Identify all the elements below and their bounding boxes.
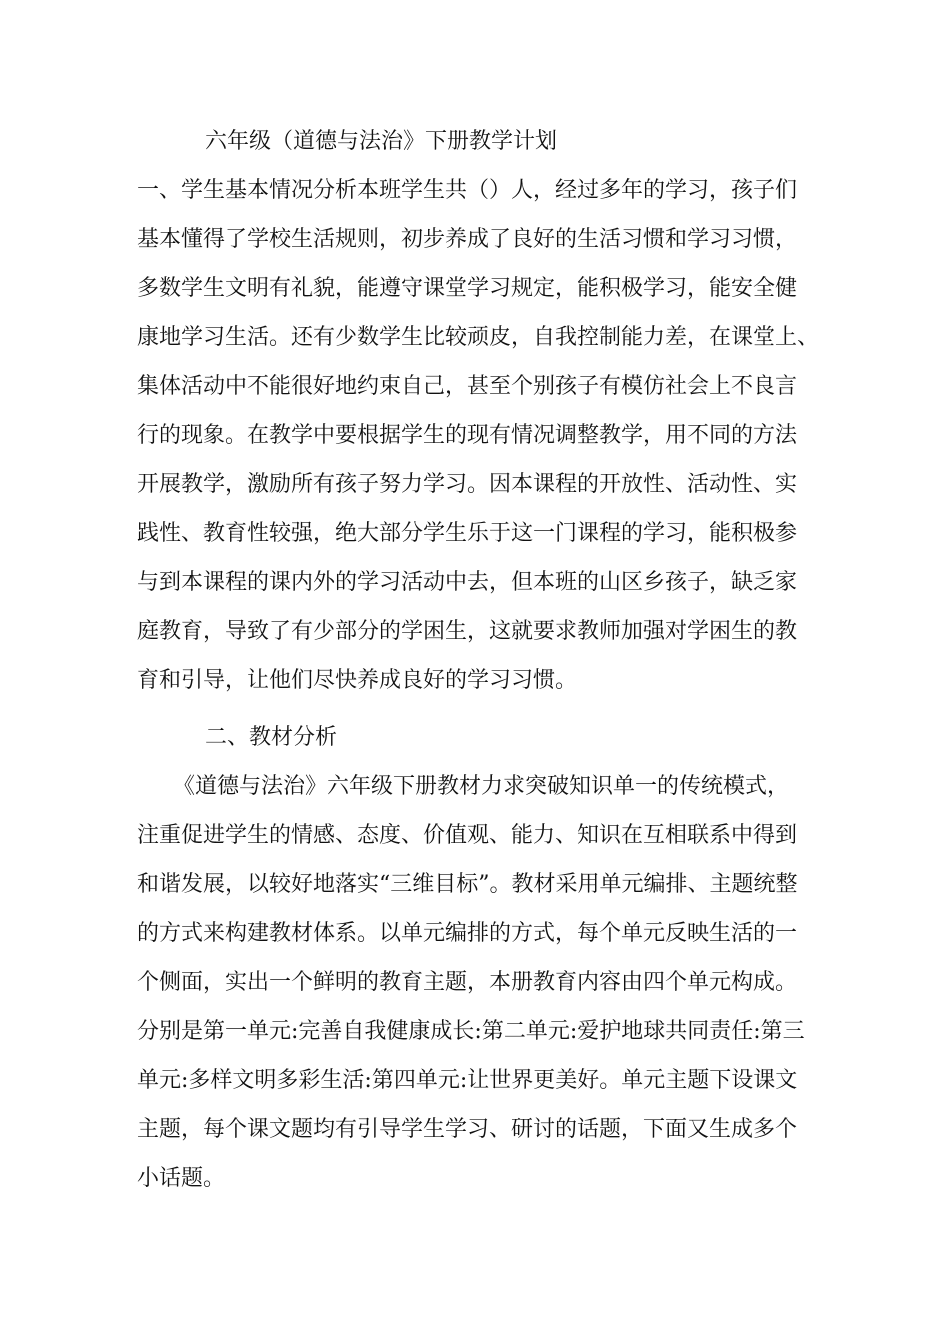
section-2-heading: 二、教材分析 [205, 725, 338, 750]
section-1-line: 一、学生基本情况分析本班学生共（）人，经过多年的学习，孩子们 [137, 178, 798, 203]
section-2-line: 的方式来构建教材体系。以单元编排的方式，每个单元反映生活的一 [137, 921, 798, 946]
section-1-line: 多数学生文明有礼貌，能遵守课堂学习规定，能积极学习，能安全健 [137, 276, 798, 301]
section-2-line: 主题，每个课文题均有引导学生学习、研讨的话题，下面又生成多个 [137, 1117, 798, 1142]
section-1-line: 庭教育，导致了有少部分的学困生，这就要求教师加强对学困生的教 [137, 619, 798, 644]
section-2-line: 个侧面，实出一个鲜明的教育主题，本册教育内容由四个单元构成。 [137, 970, 798, 995]
document-title: 六年级（道德与法治》下册教学计划 [205, 129, 558, 154]
section-2-line: 和谐发展，以较好地落实“三维目标”。教材采用单元编排、主题统整 [137, 872, 798, 897]
section-1-line: 基本懂得了学校生活规则，初步养成了良好的生活习惯和学习习惯， [137, 227, 798, 252]
section-1-line: 康地学习生活。还有少数学生比较顽皮，自我控制能力差，在课堂上、 [137, 325, 820, 350]
section-1-line: 集体活动中不能很好地约束自己，甚至个别孩子有模仿社会上不良言 [137, 374, 798, 399]
section-2-line: 单元:多样文明多彩生活:第四单元:让世界更美好。单元主题下设课文 [137, 1068, 798, 1093]
section-1-line: 与到本课程的课内外的学习活动中去，但本班的山区乡孩子，缺乏家 [137, 570, 798, 595]
section-2-line: 注重促进学生的情感、态度、价值观、能力、知识在互相联系中得到 [137, 823, 798, 848]
section-2-line: 分别是第一单元:完善自我健康成长:第二单元:爱护地球共同责任:第三 [137, 1019, 805, 1044]
section-1-line: 育和引导，让他们尽快养成良好的学习习惯。 [137, 668, 578, 693]
section-1-line: 行的现象。在教学中要根据学生的现有情况调整教学，用不同的方法 [137, 423, 798, 448]
section-1-line: 践性、教育性较强，绝大部分学生乐于这一门课程的学习，能积极参 [137, 521, 798, 546]
section-2-line: 《道德与法治》六年级下册教材力求突破知识单一的传统模式， [173, 774, 790, 799]
section-1-line: 开展教学，激励所有孩子努力学习。因本课程的开放性、活动性、实 [137, 472, 798, 497]
section-2-line: 小话题。 [137, 1166, 226, 1191]
